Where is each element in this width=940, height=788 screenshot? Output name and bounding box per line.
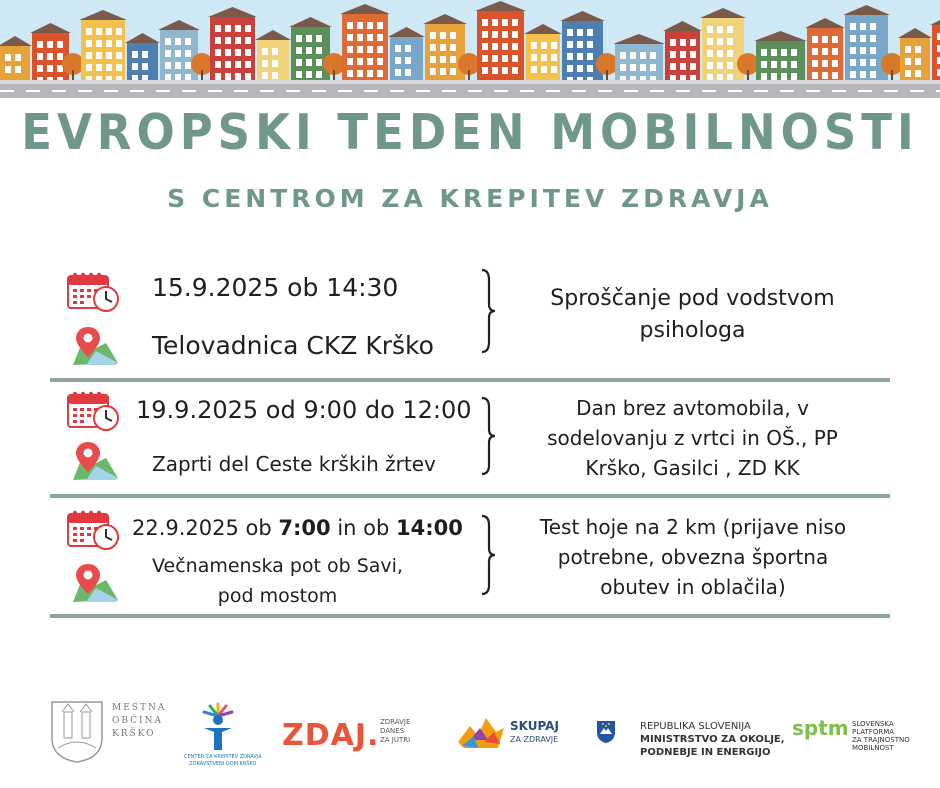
house-roof <box>340 4 390 14</box>
house-window <box>347 58 353 65</box>
house-window <box>482 55 488 62</box>
house-window <box>367 70 373 77</box>
house-window <box>761 49 767 56</box>
house-window <box>225 37 231 44</box>
house-window <box>680 63 686 70</box>
house-window <box>587 41 593 48</box>
house-window <box>707 50 713 57</box>
house-window <box>450 32 456 39</box>
house-window <box>502 31 508 38</box>
house-window <box>225 73 231 80</box>
house-window <box>850 35 856 42</box>
house-window <box>47 41 53 48</box>
house-window <box>587 29 593 36</box>
house-window <box>440 68 446 75</box>
event-2-description: Dan brez avtomobila, v sodelovanju z vrtci in OŠ., PP Krško, Gasilci , ZD KK <box>547 396 838 480</box>
house-window <box>367 22 373 29</box>
house-window <box>86 28 92 35</box>
divider <box>50 614 890 618</box>
house-roof <box>289 17 332 27</box>
house-window <box>512 19 518 26</box>
ckz-person-logo-icon <box>196 700 240 752</box>
house-roof <box>700 8 746 18</box>
house-window <box>781 73 787 80</box>
house-window <box>541 66 547 73</box>
house-window <box>316 71 322 78</box>
house-window <box>650 64 656 71</box>
house-window <box>57 65 63 72</box>
house-window <box>316 47 322 54</box>
house-window <box>870 59 876 66</box>
house-window <box>577 29 583 36</box>
house-window <box>567 53 573 60</box>
house-window <box>377 22 383 29</box>
house-window <box>915 46 921 53</box>
skupaj-bird-logo-icon <box>456 712 506 752</box>
house-window <box>272 72 278 79</box>
house-window <box>215 49 221 56</box>
house-window <box>96 64 102 71</box>
house-window <box>870 71 876 78</box>
house-window <box>430 56 436 63</box>
house-window <box>707 26 713 33</box>
house-window <box>5 54 11 61</box>
map-pin-icon <box>70 562 120 604</box>
map-pin-icon <box>70 325 120 367</box>
house-window <box>262 48 268 55</box>
house-window <box>531 42 537 49</box>
page-title: EVROPSKI TEDEN MOBILNOSTI <box>21 103 919 162</box>
house-window <box>551 42 557 49</box>
house-window <box>630 52 636 59</box>
house-window <box>822 48 828 55</box>
house-window <box>541 54 547 61</box>
slovenia-coat-of-arms-icon <box>596 720 616 744</box>
house-window <box>185 50 191 57</box>
house-window <box>175 62 181 69</box>
house-window <box>347 34 353 41</box>
house-window <box>870 47 876 54</box>
house-window <box>262 60 268 67</box>
houses-banner <box>0 0 940 98</box>
house-window <box>430 32 436 39</box>
ministry-logo-text: REPUBLIKA SLOVENIJA MINISTRSTVO ZA OKOLJE, PODNEBJE IN ENERGIJO <box>640 721 785 758</box>
house-roof <box>0 36 32 46</box>
house-roof <box>125 33 160 43</box>
house-window <box>690 63 696 70</box>
house-window <box>395 45 401 52</box>
house-window <box>450 56 456 63</box>
house-window <box>482 19 488 26</box>
house-window <box>717 26 723 33</box>
house-window <box>142 63 148 70</box>
house-roof <box>208 7 257 17</box>
house-window <box>185 38 191 45</box>
house-window <box>850 23 856 30</box>
house-window <box>106 52 112 59</box>
house-window <box>86 40 92 47</box>
house-window <box>450 68 456 75</box>
house-window <box>860 71 866 78</box>
page-subtitle: S CENTROM ZA KREPITEV ZDRAVJA <box>167 184 773 213</box>
house-window <box>832 48 838 55</box>
house-window <box>670 39 676 46</box>
house-window <box>430 44 436 51</box>
house-roof <box>560 11 605 21</box>
house-window <box>357 22 363 29</box>
house-roof <box>930 15 940 25</box>
event-3-location: Večnamenska pot ob Savi, pod mostom <box>152 555 403 607</box>
house-window <box>620 64 626 71</box>
house-window <box>567 65 573 72</box>
house-window <box>37 53 43 60</box>
house-window <box>235 25 241 32</box>
house-window <box>440 44 446 51</box>
sptm-logo-text: SLOVENSKA PLATFORMA ZA TRAJNOSTNO MOBILNOST <box>852 720 910 752</box>
house-window <box>347 70 353 77</box>
house-window <box>316 35 322 42</box>
house-roof <box>843 5 890 15</box>
house-window <box>707 38 713 45</box>
house-window <box>296 59 302 66</box>
house-window <box>405 57 411 64</box>
house-window <box>531 66 537 73</box>
house-window <box>296 71 302 78</box>
house-window <box>781 61 787 68</box>
house-window <box>727 26 733 33</box>
house <box>0 46 30 84</box>
house-window <box>577 65 583 72</box>
house-window <box>791 49 797 56</box>
zdaj-tagline: ZDRAVJE DANES ZA JUTRI <box>380 718 411 744</box>
house-window <box>832 72 838 79</box>
house-window <box>175 38 181 45</box>
skupaj-logo-text: SKUPAJ ZA ZDRAVJE <box>510 719 559 744</box>
house-window <box>377 70 383 77</box>
house-window <box>377 58 383 65</box>
house-window <box>717 62 723 69</box>
house-window <box>812 36 818 43</box>
house-window <box>165 62 171 69</box>
house-roof <box>613 34 665 44</box>
event-1-location: Telovadnica CKZ Krško <box>152 331 434 360</box>
house-window <box>860 59 866 66</box>
house-window <box>717 50 723 57</box>
house-window <box>670 51 676 58</box>
house-window <box>225 25 231 32</box>
house-window <box>791 61 797 68</box>
house-window <box>761 61 767 68</box>
house-window <box>512 55 518 62</box>
house-window <box>142 51 148 58</box>
house-window <box>96 52 102 59</box>
house-window <box>165 50 171 57</box>
house-window <box>567 29 573 36</box>
house-window <box>512 31 518 38</box>
house-roof <box>255 30 291 40</box>
house-window <box>727 62 733 69</box>
house-window <box>670 63 676 70</box>
brace-icon <box>478 514 498 596</box>
house-window <box>587 53 593 60</box>
house-roof <box>79 10 127 20</box>
house-window <box>727 38 733 45</box>
house-window <box>165 38 171 45</box>
calendar-clock-icon <box>66 270 122 312</box>
house-window <box>832 36 838 43</box>
ckz-logo-text: CENTER ZA KREPITEV ZDRAVJA ZDRAVSTVENI DOM KRŠKO <box>184 754 262 767</box>
zdaj-logo: ZDAJ. <box>282 718 380 753</box>
house-window <box>405 45 411 52</box>
house-window <box>106 64 112 71</box>
house-window <box>272 60 278 67</box>
house-window <box>680 39 686 46</box>
event-1-datetime: 15.9.2025 ob 14:30 <box>152 273 399 302</box>
house-roof <box>524 24 562 34</box>
house-window <box>502 67 508 74</box>
house-window <box>347 46 353 53</box>
house-window <box>680 51 686 58</box>
house-window <box>132 51 138 58</box>
house-window <box>905 58 911 65</box>
house-window <box>850 71 856 78</box>
house-window <box>650 52 656 59</box>
house-window <box>531 54 537 61</box>
house-window <box>690 51 696 58</box>
house-window <box>541 42 547 49</box>
house-window <box>96 28 102 35</box>
house-window <box>502 19 508 26</box>
house-window <box>106 40 112 47</box>
sptm-logo: sptm <box>792 716 849 740</box>
house-window <box>860 23 866 30</box>
house-roof <box>663 21 702 31</box>
house-window <box>860 47 866 54</box>
house-window <box>492 67 498 74</box>
house-window <box>812 48 818 55</box>
house-window <box>215 25 221 32</box>
house-window <box>225 49 231 56</box>
road-markings <box>0 90 940 92</box>
house-window <box>850 59 856 66</box>
house-window <box>15 54 21 61</box>
house-window <box>306 71 312 78</box>
house-window <box>116 52 122 59</box>
house-window <box>235 73 241 80</box>
house-window <box>235 37 241 44</box>
house-window <box>567 41 573 48</box>
house-window <box>812 60 818 67</box>
house-window <box>791 73 797 80</box>
house-window <box>812 72 818 79</box>
house-window <box>37 65 43 72</box>
house-window <box>106 28 112 35</box>
house-window <box>482 67 488 74</box>
house-window <box>822 72 828 79</box>
house-window <box>860 35 866 42</box>
house-window <box>86 52 92 59</box>
event-2-datetime: 19.9.2025 od 9:00 do 12:00 <box>136 396 472 424</box>
house-window <box>57 41 63 48</box>
map-pin-icon <box>70 440 120 482</box>
house-window <box>377 46 383 53</box>
house-window <box>272 48 278 55</box>
house-window <box>850 47 856 54</box>
house-roof <box>898 28 932 38</box>
house-window <box>577 41 583 48</box>
house-window <box>502 55 508 62</box>
house-roof <box>30 23 71 33</box>
house-window <box>781 49 787 56</box>
house-window <box>235 49 241 56</box>
house-window <box>727 50 733 57</box>
brace-icon <box>478 396 498 476</box>
house-window <box>262 72 268 79</box>
house-window <box>185 62 191 69</box>
house-window <box>440 56 446 63</box>
event-3-description: Test hoje na 2 km (prijave niso potrebne, obvezna športna obutev in oblačila) <box>539 515 847 599</box>
house-window <box>440 32 446 39</box>
house-roof <box>805 18 845 28</box>
house-window <box>915 58 921 65</box>
house-window <box>225 61 231 68</box>
house-window <box>357 70 363 77</box>
house-window <box>905 46 911 53</box>
house-window <box>492 55 498 62</box>
event-1-description: Sproščanje pod vodstvom psihologa <box>550 286 835 343</box>
house-window <box>47 65 53 72</box>
house-window <box>822 60 828 67</box>
house-window <box>15 66 21 73</box>
house-window <box>357 58 363 65</box>
house-window <box>717 38 723 45</box>
house-window <box>37 41 43 48</box>
house-window <box>450 44 456 51</box>
house-window <box>215 37 221 44</box>
house-window <box>482 43 488 50</box>
house-window <box>771 61 777 68</box>
house-window <box>215 61 221 68</box>
divider <box>50 494 890 498</box>
house-window <box>175 50 181 57</box>
house-window <box>870 23 876 30</box>
house-roof <box>388 27 425 37</box>
divider <box>50 378 890 382</box>
house-window <box>116 40 122 47</box>
house-window <box>367 34 373 41</box>
house-window <box>306 47 312 54</box>
house-window <box>771 49 777 56</box>
house-window <box>96 40 102 47</box>
house-window <box>587 65 593 72</box>
calendar-clock-icon <box>66 508 122 550</box>
house-window <box>915 70 921 77</box>
event-2-location: Zaprti del Ceste krških žrtev <box>152 452 436 476</box>
house-window <box>57 53 63 60</box>
house-window <box>347 22 353 29</box>
house-window <box>430 68 436 75</box>
house-window <box>761 73 767 80</box>
calendar-clock-icon <box>66 389 122 431</box>
house-window <box>245 25 251 32</box>
house-window <box>492 19 498 26</box>
house-window <box>502 43 508 50</box>
house-window <box>245 49 251 56</box>
house-window <box>620 52 626 59</box>
house-roof <box>158 20 200 30</box>
house-window <box>235 61 241 68</box>
house-window <box>357 34 363 41</box>
house-window <box>905 70 911 77</box>
house-window <box>640 64 646 71</box>
house-window <box>630 64 636 71</box>
house-window <box>116 64 122 71</box>
house-roof <box>754 31 807 41</box>
house-window <box>640 52 646 59</box>
house-window <box>377 34 383 41</box>
brace-icon <box>478 268 498 354</box>
house-window <box>5 66 11 73</box>
house-window <box>482 31 488 38</box>
house-window <box>512 67 518 74</box>
house-window <box>870 35 876 42</box>
event-3-datetime: 22.9.2025 ob 7:00 in ob 14:00 <box>132 516 463 540</box>
house-window <box>306 59 312 66</box>
partner-logos <box>0 690 940 780</box>
house-window <box>245 73 251 80</box>
house-window <box>395 69 401 76</box>
house-window <box>357 46 363 53</box>
house-window <box>690 39 696 46</box>
house-window <box>296 35 302 42</box>
krsko-logo-text: MESTNA OBČINA KRŠKO <box>112 703 167 739</box>
house-window <box>822 36 828 43</box>
house-window <box>395 57 401 64</box>
house-window <box>492 31 498 38</box>
house-window <box>215 73 221 80</box>
house-window <box>86 64 92 71</box>
house-window <box>132 63 138 70</box>
house-window <box>296 47 302 54</box>
house-roof <box>423 14 467 24</box>
house-roof <box>475 1 526 11</box>
house-window <box>316 59 322 66</box>
house-window <box>367 58 373 65</box>
house-window <box>405 69 411 76</box>
krsko-coat-of-arms-icon <box>48 698 106 764</box>
house-window <box>551 66 557 73</box>
house-window <box>245 37 251 44</box>
house-window <box>116 28 122 35</box>
house-window <box>832 60 838 67</box>
house-window <box>306 35 312 42</box>
house-window <box>492 43 498 50</box>
house-window <box>367 46 373 53</box>
house-window <box>512 43 518 50</box>
house-window <box>47 53 53 60</box>
house-window <box>577 53 583 60</box>
house-window <box>245 61 251 68</box>
house-window <box>707 62 713 69</box>
house-window <box>771 73 777 80</box>
house-window <box>551 54 557 61</box>
